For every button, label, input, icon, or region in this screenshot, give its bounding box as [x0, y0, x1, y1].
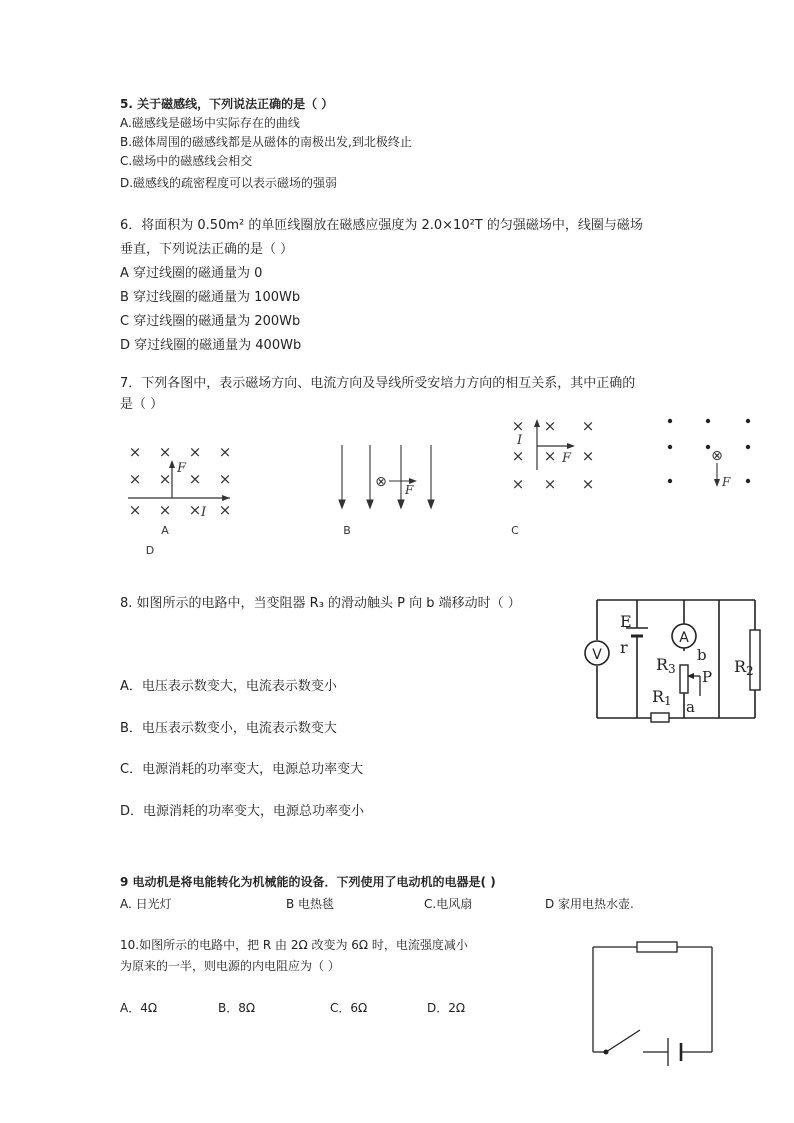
- q6-option-b: B 穿过线圈的磁通量为 100Wb: [120, 290, 301, 305]
- ammeter-label: A: [679, 630, 689, 646]
- slider-p-label: P: [702, 668, 713, 686]
- force-label: F: [562, 451, 572, 466]
- field-into-mark: ×: [511, 475, 525, 493]
- q10-option-b: B．8Ω: [218, 1001, 256, 1015]
- current-label: I: [201, 505, 207, 520]
- q8-option-d: D．电源消耗的功率变大，电源总功率变小: [120, 804, 365, 819]
- q5-option-a: A.磁感线是磁场中实际存在的曲线: [120, 116, 300, 130]
- q8-stem: 8. 如图所示的电路中，当变阻器 R₃ 的滑动触头 P 向 b 端移动时（ ）: [120, 596, 521, 611]
- current-into-page-mark: ⊗: [375, 474, 387, 490]
- field-into-mark: ×: [188, 443, 202, 461]
- emf-label: E: [620, 612, 632, 631]
- field-into-mark: ×: [218, 501, 232, 519]
- switch-pivot: [604, 1050, 609, 1055]
- q7-label-c: C: [511, 524, 519, 537]
- field-into-mark: ×: [128, 443, 142, 461]
- q9-option-d: D 家用电热水壶.: [545, 897, 634, 911]
- q7-label-d: D: [145, 544, 155, 557]
- q7-label-a: A: [161, 524, 169, 537]
- internal-resistance-label: r: [620, 638, 628, 657]
- field-into-mark: ×: [188, 501, 202, 519]
- terminal-b-label: b: [697, 646, 707, 664]
- field-into-mark: ×: [218, 470, 232, 488]
- q9-stem: 9 电动机是将电能转化为机械能的设备．下列使用了电动机的电器是( ): [120, 875, 496, 889]
- q10-option-c: C．6Ω: [330, 1001, 368, 1015]
- q8-option-c: C．电源消耗的功率变大，电源总功率变大: [120, 762, 364, 777]
- q10-option-a: A．4Ω: [120, 1001, 158, 1015]
- resistor-r: [637, 942, 677, 952]
- q10-stem-line2: 为原来的一半，则电源的内电阻应为（ ）: [120, 959, 340, 973]
- q7-stem-line2: 是（ ）: [120, 397, 164, 412]
- field-into-mark: ×: [128, 470, 142, 488]
- q5-option-c: C.磁场中的磁感线会相交: [120, 154, 253, 168]
- field-into-mark: ×: [158, 470, 172, 488]
- force-label: F: [722, 475, 731, 489]
- field-into-mark: ×: [581, 447, 595, 465]
- open-switch-blade: [606, 1030, 640, 1052]
- q7-label-b: B: [343, 524, 351, 537]
- r1-label: R1: [652, 687, 672, 708]
- field-into-mark: ×: [511, 447, 525, 465]
- r3-label: R3: [656, 655, 676, 676]
- q9-option-a: A. 日光灯: [120, 897, 172, 911]
- q6-stem-line1: 6．将面积为 0.50m² 的单匝线圈放在磁感应强度为 2.0×10²T 的匀强磁场中，线圈与磁场: [120, 218, 643, 233]
- q10-option-d: D．2Ω: [427, 1001, 466, 1015]
- force-label: F: [177, 461, 187, 476]
- q6-option-d: D 穿过线圈的磁通量为 400Wb: [120, 338, 302, 353]
- q5-option-b: B.磁体周围的磁感线都是从磁体的南极出发,到北极终止: [120, 135, 412, 149]
- field-into-mark: ×: [128, 501, 142, 519]
- field-into-mark: ×: [543, 475, 557, 493]
- q6-stem-line2: 垂直，下列说法正确的是（ ）: [120, 242, 294, 257]
- r2-label: R2: [734, 657, 754, 678]
- field-into-mark: ×: [581, 475, 595, 493]
- q6-option-c: C 穿过线圈的磁通量为 200Wb: [120, 314, 301, 329]
- q7-stem-line1: 7．下列各图中，表示磁场方向、电流方向及导线所受安培力方向的相互关系，其中正确的: [120, 376, 636, 391]
- field-into-mark: ×: [188, 470, 202, 488]
- field-into-mark: ×: [581, 417, 595, 435]
- field-into-mark: ×: [543, 447, 557, 465]
- field-into-mark: ×: [158, 443, 172, 461]
- field-into-mark: ×: [158, 501, 172, 519]
- field-into-mark: ×: [218, 443, 232, 461]
- voltmeter-label: V: [592, 647, 602, 663]
- force-label: F: [405, 483, 414, 497]
- current-label: I: [517, 433, 523, 448]
- q6-option-a: A 穿过线圈的磁通量为 0: [120, 266, 263, 281]
- field-into-mark: ×: [543, 417, 557, 435]
- q8-option-b: B．电压表示数变小，电流表示数变大: [120, 721, 337, 736]
- current-into-page-mark: ⊗: [711, 448, 723, 464]
- q5-stem: 5. 关于磁感线，下列说法正确的是（ ）: [120, 97, 334, 111]
- q8-option-a: A．电压表示数变大，电流表示数变小: [120, 679, 337, 694]
- q9-option-c: C.电风扇: [424, 897, 473, 911]
- q5-option-d: D.磁感线的疏密程度可以表示磁场的强弱: [120, 176, 338, 190]
- q9-option-b: B 电热毯: [286, 897, 335, 911]
- q10-stem-line1: 10.如图所示的电路中，把 R 由 2Ω 改变为 6Ω 时，电流强度减小: [120, 938, 468, 952]
- field-into-mark: ×: [511, 417, 525, 435]
- terminal-a-label: a: [686, 698, 695, 716]
